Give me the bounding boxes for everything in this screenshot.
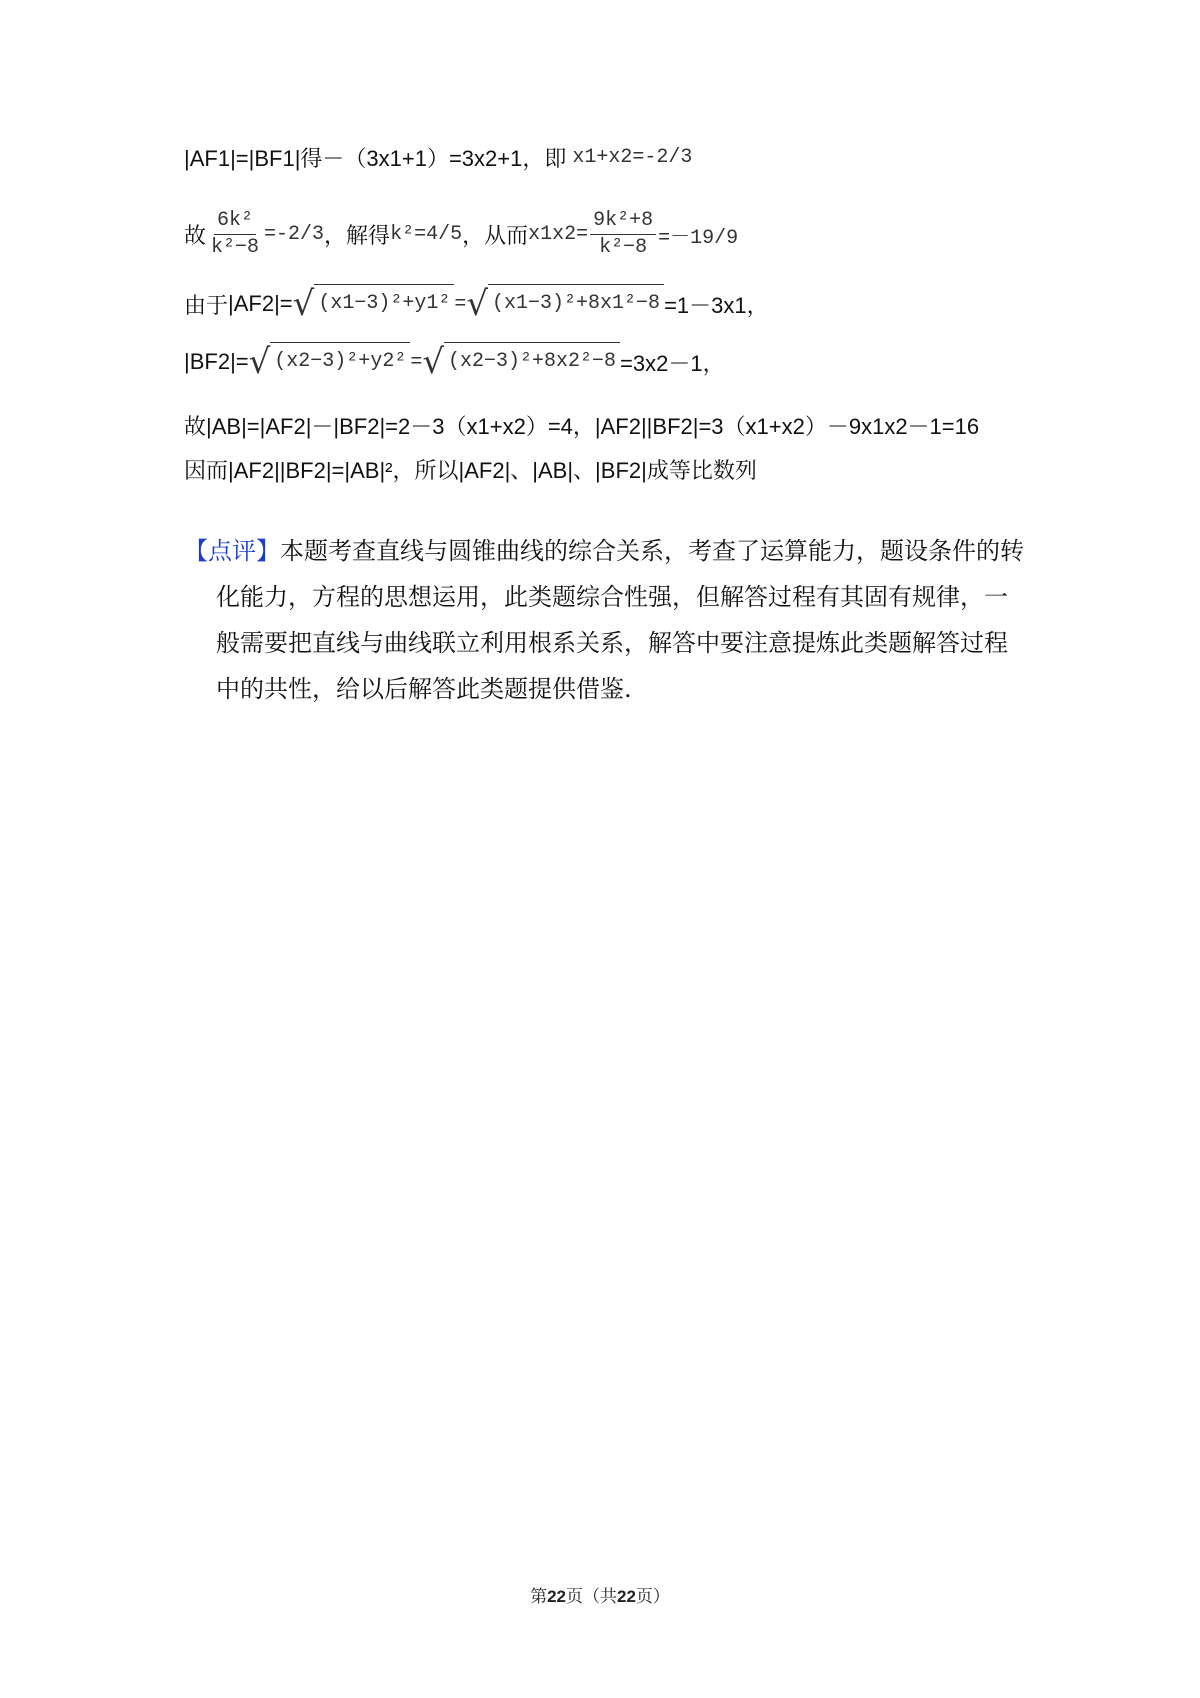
sqrt-af2-1-body: (x1−3)²+y1² bbox=[314, 284, 454, 324]
fraction-6k2-num: 6k² bbox=[214, 208, 256, 235]
sqrt-af2-1 bbox=[293, 284, 455, 324]
sqrt-bf2-1-body: (x2−3)²+y2² bbox=[270, 342, 410, 382]
solution-line-4: |BF2|= √ (x2−3)²+y2² = √ (x2−3)²+8x2²−8 =3x2－1， bbox=[184, 342, 725, 382]
line2-from: ，从而 bbox=[462, 224, 529, 249]
line2-x1x2: x1x2= bbox=[528, 223, 589, 246]
line2-mid: ，解得 bbox=[324, 224, 391, 249]
fraction-6k2 bbox=[208, 208, 262, 261]
solution-line-1 bbox=[184, 142, 692, 173]
line2-k: k²=4/5 bbox=[390, 223, 463, 246]
footer-page-number: 22 bbox=[547, 1587, 566, 1606]
fraction-9k2 bbox=[590, 208, 656, 261]
review-line-1: 本题考查直线与圆锥曲线的综合关系，考查了运算能力，题设条件的转 bbox=[280, 537, 1024, 565]
line2-eq2: =－19/9 bbox=[658, 226, 739, 250]
line1-formula: x1+x2=-2/3 bbox=[572, 146, 693, 169]
solution-line-3: 由于 |AF2|= √ (x1−3)²+y1² = √ (x1−3)²+8x1²−8 =1－3x1， bbox=[184, 284, 769, 324]
line6-text: 因而|AF2||BF2|=|AB|²，所以|AF2|、|AB|、|BF2|成等比数列 bbox=[184, 458, 757, 483]
review-tag: 【点评】 bbox=[184, 537, 280, 565]
solution-line-6 bbox=[184, 454, 757, 485]
review-line-2: 化能力，方程的思想运用，此类题综合性强，但解答过程有其固有规律，一 bbox=[216, 583, 1008, 611]
review-line-4: 中的共性，给以后解答此类题提供借鉴. bbox=[216, 675, 632, 703]
line2-gu: 故 bbox=[184, 224, 207, 249]
line3-tail: =1－3x1， bbox=[664, 292, 769, 318]
footer-pre: 第 bbox=[530, 1587, 548, 1607]
sqrt-bf2-2 bbox=[422, 342, 620, 382]
line5-text: 故|AB|=|AF2|－|BF2|=2－3（x1+x2）=4，|AF2||BF2|=3（x1+x2）－9x1x2－1=16 bbox=[184, 414, 980, 439]
line2-eq1: =-2/3 bbox=[264, 223, 325, 246]
fraction-6k2-den: k²−8 bbox=[211, 236, 260, 259]
sqrt-bf2-2-body: (x2−3)²+8x2²−8 bbox=[444, 342, 620, 382]
line4-bf2: |BF2|= bbox=[184, 349, 249, 374]
line3-af2: |AF2|= bbox=[228, 291, 293, 316]
sqrt-af2-2-body: (x1−3)²+8x1²−8 bbox=[488, 284, 664, 324]
footer-post: 页） bbox=[635, 1587, 670, 1607]
radical-sign: √ bbox=[292, 284, 315, 324]
radical-sign: √ bbox=[422, 342, 445, 382]
line1-text: |AF1|=|BF1|得－（3x1+1）=3x2+1，即 bbox=[184, 146, 567, 171]
line3-prefix: 由于 bbox=[184, 293, 229, 319]
footer-mid: 页（共 bbox=[566, 1587, 617, 1607]
fraction-9k2-num: 9k²+8 bbox=[590, 208, 656, 235]
radical-sign: √ bbox=[466, 284, 489, 324]
line4-tail: =3x2－1， bbox=[620, 350, 725, 376]
radical-sign: √ bbox=[248, 342, 271, 382]
review-paragraph bbox=[184, 528, 1024, 712]
fraction-9k2-den: k²−8 bbox=[599, 236, 648, 259]
sqrt-af2-2 bbox=[466, 284, 664, 324]
page-footer bbox=[0, 1582, 1200, 1607]
sqrt-bf2-1 bbox=[249, 342, 411, 382]
solution-line-5 bbox=[184, 410, 979, 441]
footer-total-pages: 22 bbox=[617, 1587, 636, 1606]
review-line-3: 般需要把直线与曲线联立利用根系关系，解答中要注意提炼此类题解答过程 bbox=[216, 629, 1008, 657]
solution-line-2 bbox=[184, 208, 738, 261]
